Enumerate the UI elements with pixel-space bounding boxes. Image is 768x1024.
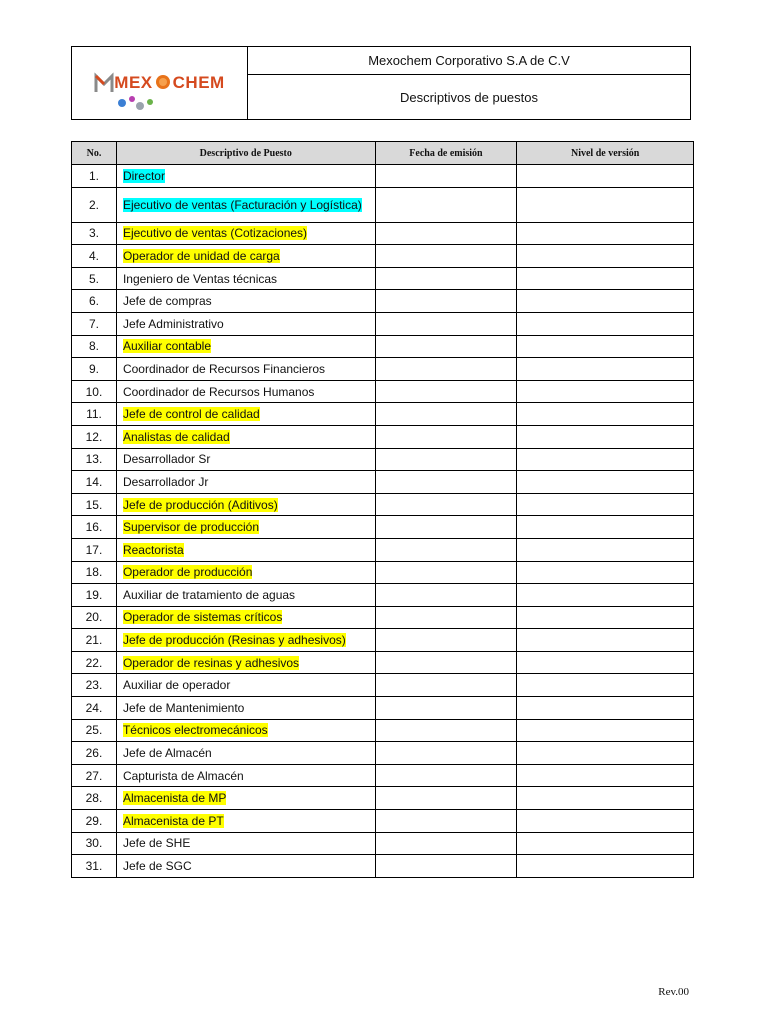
column-header-no: No. [72,142,117,165]
table-row [72,855,694,878]
table-row [72,312,694,335]
version-cell [517,187,694,222]
row-number: 24. [72,697,117,720]
table-row [72,516,694,539]
position-name: Supervisor de producción [122,520,260,535]
issue-date-cell [375,606,517,629]
position-name: Jefe de SHE [122,836,191,851]
document-title: Descriptivos de puestos [399,89,538,105]
position-cell [116,584,375,607]
issue-date-cell [375,584,517,607]
version-cell [517,312,694,335]
table-header-row [72,142,694,165]
table-row [72,538,694,561]
table-row [72,697,694,720]
row-number: 21. [72,629,117,652]
version-cell [517,832,694,855]
version-cell [517,538,694,561]
position-cell [116,674,375,697]
table-row [72,764,694,787]
position-name: Técnicos electromecánicos [122,723,268,738]
table-row [72,584,694,607]
position-cell [116,810,375,833]
issue-date-cell [375,764,517,787]
position-cell [116,629,375,652]
issue-date-cell [375,697,517,720]
version-cell [517,561,694,584]
issue-date-cell [375,222,517,245]
row-number: 30. [72,832,117,855]
position-cell [116,561,375,584]
position-cell [116,290,375,313]
issue-date-cell [375,448,517,471]
position-name: Jefe de producción (Resinas y adhesivos) [122,633,346,648]
position-name: Jefe de producción (Aditivos) [122,497,278,512]
version-cell [517,403,694,426]
table-row [72,267,694,290]
row-number: 28. [72,787,117,810]
version-cell [517,674,694,697]
issue-date-cell [375,290,517,313]
issue-date-cell [375,538,517,561]
positions-table [71,141,694,878]
version-cell [517,764,694,787]
table-row [72,358,694,381]
version-cell [517,290,694,313]
table-row [72,719,694,742]
issue-date-cell [375,425,517,448]
position-cell [116,312,375,335]
table-row [72,787,694,810]
position-name: Operador de sistemas críticos [122,610,283,625]
position-cell [116,855,375,878]
version-cell [517,584,694,607]
logo-molecule-icon [153,72,173,94]
position-name: Desarrollador Jr [122,474,209,489]
row-number: 26. [72,742,117,765]
issue-date-cell [375,651,517,674]
row-number: 15. [72,493,117,516]
version-cell [517,493,694,516]
position-name: Almacenista de PT [122,813,224,828]
row-number: 22. [72,651,117,674]
version-cell [517,222,694,245]
table-row [72,606,694,629]
table-row [72,290,694,313]
version-cell [517,719,694,742]
version-cell [517,787,694,810]
column-header-version: Nivel de versión [517,142,694,165]
position-cell [116,606,375,629]
version-cell [517,471,694,494]
position-cell [116,335,375,358]
version-cell [517,516,694,539]
position-cell [116,448,375,471]
issue-date-cell [375,787,517,810]
row-number: 7. [72,312,117,335]
column-header-puesto: Descriptivo de Puesto [116,142,375,165]
issue-date-cell [375,742,517,765]
position-cell [116,222,375,245]
row-number: 2. [72,187,117,222]
position-name: Director [122,168,165,183]
version-cell [517,425,694,448]
row-number: 20. [72,606,117,629]
position-cell [116,697,375,720]
table-row [72,403,694,426]
position-cell [116,187,375,222]
row-number: 29. [72,810,117,833]
column-header-fecha: Fecha de emisión [375,142,517,165]
row-number: 14. [72,471,117,494]
table-row [72,742,694,765]
table-row [72,629,694,652]
position-name: Capturista de Almacén [122,768,244,783]
issue-date-cell [375,267,517,290]
position-name: Ingeniero de Ventas técnicas [122,271,278,286]
company-name: Mexochem Corporativo S.A de C.V [248,47,690,75]
row-number: 6. [72,290,117,313]
position-cell [116,165,375,188]
version-cell [517,629,694,652]
issue-date-cell [375,471,517,494]
table-row [72,674,694,697]
logo-text-left: MEX [114,73,153,92]
table-row [72,561,694,584]
table-row [72,810,694,833]
row-number: 19. [72,584,117,607]
position-cell [116,267,375,290]
position-name: Operador de resinas y adhesivos [122,655,300,670]
table-row [72,425,694,448]
table-row [72,245,694,268]
table-row [72,165,694,188]
table-row [72,832,694,855]
issue-date-cell [375,810,517,833]
table-row [72,222,694,245]
table-row [72,335,694,358]
position-name: Almacenista de MP [122,791,227,806]
version-cell [517,448,694,471]
issue-date-cell [375,245,517,268]
version-cell [517,380,694,403]
row-number: 1. [72,165,117,188]
row-number: 5. [72,267,117,290]
document-header [71,46,691,120]
version-cell [517,606,694,629]
version-cell [517,651,694,674]
row-number: 13. [72,448,117,471]
position-name: Operador de producción [122,565,253,580]
row-number: 23. [72,674,117,697]
row-number: 16. [72,516,117,539]
position-name: Coordinador de Recursos Humanos [122,384,315,399]
table-row [72,380,694,403]
position-name: Auxiliar de tratamiento de aguas [122,587,296,602]
position-name: Jefe Administrativo [122,316,224,331]
issue-date-cell [375,855,517,878]
issue-date-cell [375,380,517,403]
version-cell [517,810,694,833]
issue-date-cell [375,358,517,381]
issue-date-cell [375,674,517,697]
table-body [72,165,694,878]
position-cell [116,471,375,494]
row-number: 27. [72,764,117,787]
version-cell [517,267,694,290]
issue-date-cell [375,335,517,358]
table-row [72,448,694,471]
position-cell [116,380,375,403]
version-cell [517,855,694,878]
position-cell [116,493,375,516]
logo-cell [72,47,248,119]
version-cell [517,165,694,188]
position-name: Jefe de Mantenimiento [122,700,245,715]
row-number: 11. [72,403,117,426]
issue-date-cell [375,187,517,222]
position-name: Desarrollador Sr [122,452,211,467]
version-cell [517,358,694,381]
logo-spheres-icon [116,94,176,112]
position-name: Ejecutivo de ventas (Facturación y Logística) [122,197,362,212]
position-cell [116,787,375,810]
position-cell [116,832,375,855]
row-number: 3. [72,222,117,245]
version-cell [517,335,694,358]
position-name: Analistas de calidad [122,429,230,444]
version-cell [517,697,694,720]
position-cell [116,538,375,561]
position-cell [116,651,375,674]
issue-date-cell [375,312,517,335]
issue-date-cell [375,629,517,652]
position-cell [116,742,375,765]
issue-date-cell [375,719,517,742]
position-name: Auxiliar de operador [122,678,231,693]
position-cell [116,425,375,448]
row-number: 8. [72,335,117,358]
logo-text-right: CHEM [172,73,225,92]
position-cell [116,516,375,539]
position-cell [116,719,375,742]
position-name: Jefe de compras [122,294,212,309]
table-row [72,651,694,674]
row-number: 31. [72,855,117,878]
position-name: Jefe de SGC [122,859,192,874]
row-number: 17. [72,538,117,561]
issue-date-cell [375,165,517,188]
table-row [72,493,694,516]
position-name: Operador de unidad de carga [122,248,280,263]
row-number: 12. [72,425,117,448]
version-cell [517,742,694,765]
row-number: 4. [72,245,117,268]
issue-date-cell [375,561,517,584]
table-row [72,471,694,494]
issue-date-cell [375,493,517,516]
row-number: 9. [72,358,117,381]
issue-date-cell [375,403,517,426]
position-cell [116,764,375,787]
issue-date-cell [375,832,517,855]
row-number: 18. [72,561,117,584]
revision-label: Rev.00 [658,986,689,998]
position-cell [116,358,375,381]
logo-m-icon [94,72,114,94]
version-cell [517,245,694,268]
position-name: Coordinador de Recursos Financieros [122,361,326,376]
row-number: 10. [72,380,117,403]
position-name: Ejecutivo de ventas (Cotizaciones) [122,226,308,241]
position-cell [116,403,375,426]
position-cell [116,245,375,268]
mexochem-logo [94,72,224,94]
position-name: Jefe de control de calidad [122,407,260,422]
issue-date-cell [375,516,517,539]
position-name: Jefe de Almacén [122,746,212,761]
table-row [72,187,694,222]
position-name: Reactorista [122,542,184,557]
position-name: Auxiliar contable [122,339,212,354]
row-number: 25. [72,719,117,742]
